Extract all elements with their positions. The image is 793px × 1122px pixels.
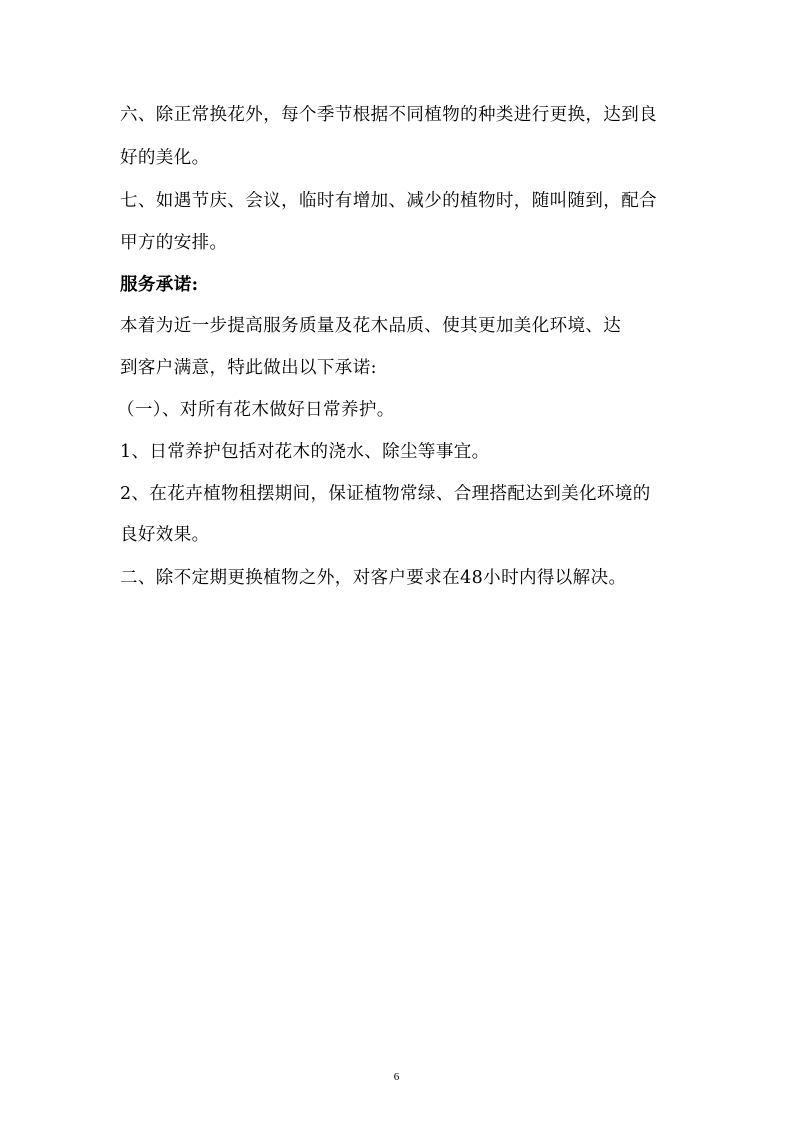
list-item-2-continued: 良好效果。 <box>120 525 210 545</box>
page-number: 6 <box>393 1071 400 1083</box>
section-heading: 服务承诺: <box>120 275 199 295</box>
paragraph-line-5: 本着为近一步提高服务质量及花木品质、使其更加美化环境、达 <box>120 316 622 336</box>
paragraph-line-1: 六、除正常换花外，每个季节根据不同植物的种类进行更换，达到良 <box>120 105 657 125</box>
list-item-1: 1、日常养护包括对花木的浇水、除尘等事宜。 <box>120 442 490 462</box>
list-item-2: 2、在花卉植物租摆期间，保证植物常绿、合理搭配达到美化环境的 <box>120 484 651 504</box>
paragraph-line-2: 好的美化。 <box>120 148 210 168</box>
paragraph-line-3: 七、如遇节庆、会议，临时有增加、减少的植物时，随叫随到，配合 <box>120 191 657 211</box>
paragraph-line-11: 二、除不定期更换植物之外，对客户要求在48小时内得以解决。 <box>120 568 627 588</box>
list-heading: （一）、对所有花木做好日常养护。 <box>117 400 395 420</box>
paragraph-line-6: 到客户满意，特此做出以下承诺: <box>120 358 377 378</box>
paragraph-line-4: 甲方的安排。 <box>120 233 228 253</box>
